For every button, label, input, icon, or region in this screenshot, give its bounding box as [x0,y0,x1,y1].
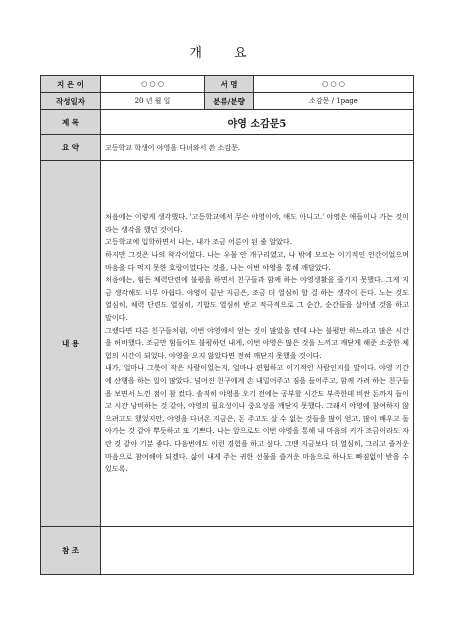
reference-label: 참 조 [41,527,101,575]
content-paragraph: 고등학교에 입학하면서 나는, 내가 조금 어른이 된 줄 알았다. [105,237,293,247]
summary-value: 고등학교 학생이 야영을 다녀와서 쓴 소감문. [101,135,414,161]
subject-label: 제 목 [41,110,101,135]
row-subject [41,110,414,135]
reference-value [101,527,414,575]
content-paragraph: 내가, 얼마나 그릇이 작은 사람이었는지, 얼마나 편협하고 이기적인 사람인지를 말이다. 야영 기간에 산행을 하는 일이 많았다. 넘어진 친구에게 손 내밀어주고 짐을 들어주고, 함께 가려 하는 친구들을 보면서 느낀 점이 참 컸다. 솔직히 야영을 오기 전에는 공부할 시간도 부족한데 비싼 돈까지 들이고 시간 낭비하는 것 같아, 야영의 필요성이나 중요성을 깨닫지 못했다. 그래서 야영에 참여하지 않으려고도 했었지만, 야영을 다녀온 지금은, 돈 주고도 살 수 없는 것들을 많이 얻고, 많이 배우고 돌아가는 것 같아 뿌듯하고 또 기쁘다. 나는 앞으로도 이번 야영을 통해 내 마음의 키가 조금이라도 자란 것 같아 기분 좋다. 다음번에도 이런 경험을 하고 싶다. 그땐 지금보다 더 열심히, 그리고 즐거운 마음으로 참여해야 되겠다. 삶이 내게 주는 귀한 선물을 즐거운 마음으로 하나도 빠짐없이 받을 수 있도록. [105,363,409,474]
content-paragraph: 하지만 그것은 나의 착각이었다. 나는 우물 안 개구리였고, 나 밖에 모르는 이기적인 인간이었으며 마음을 다 먹지 못한 호랑이였다는 것을, 나는 이번 야영을 통해 깨달았다. [105,250,409,272]
content-label: 내 용 [41,161,101,527]
signature-value: ○ ○ ○ [254,76,414,93]
content-body [101,161,414,527]
row-date [41,93,414,110]
subject-value: 야영 소감문5 [101,110,414,135]
overview-form-table [40,75,414,575]
summary-label: 요 약 [41,135,101,161]
category-value: 소감문 / 1page [254,93,414,110]
author-label: 지 은 이 [41,76,101,93]
category-label: 분류/분량 [205,93,254,110]
author-value: ○ ○ ○ [101,76,205,93]
date-label: 작성일자 [41,93,101,110]
content-paragraph: 처음에는 이렇게 생각했다. '고등학교에서 무슨 야영이야, 애도 아니고.' 야영은 애들이나 가는 것이라는 생각을 했던 것이다. [105,212,409,234]
content-paragraph: 그랬다면 다른 친구들처럼, 이번 야영에서 얻는 것이 많았을 텐데 나는 불평만 하느라고 많은 시간을 허비했다. 조금만 힘들어도 불평하던 내게, 이번 야영은 많은 것을 느끼고 깨닫게 해준 소중한 체험의 시간이 되었다. 야영을 오지 않았다면 전혀 깨닫지 못했을 것이다. [105,325,409,360]
signature-label: 서 명 [205,76,254,93]
row-summary [41,135,414,161]
row-author [41,76,414,93]
page-title: 개 요 [189,46,261,61]
row-reference [41,527,414,575]
content-paragraph: 처음에는, 힘든 체력단련에 불평을 하면서 친구들과 함께 하는 야영생활을 즐기지 못했다. 그게 지금 생각해도 너무 아쉽다. 야영이 끝난 지금은, 조금 더 열심히 할 걸 하는 생각이 든다. 노는 것도 열심히, 체력 단련도 열심히, 기합도 열심히 받고 적극적으로 그 순간, 순간들을 살아낼 것을 하고 말이다. [105,275,409,323]
date-value: 20 년 월 일 [101,93,205,110]
row-content [41,161,414,527]
